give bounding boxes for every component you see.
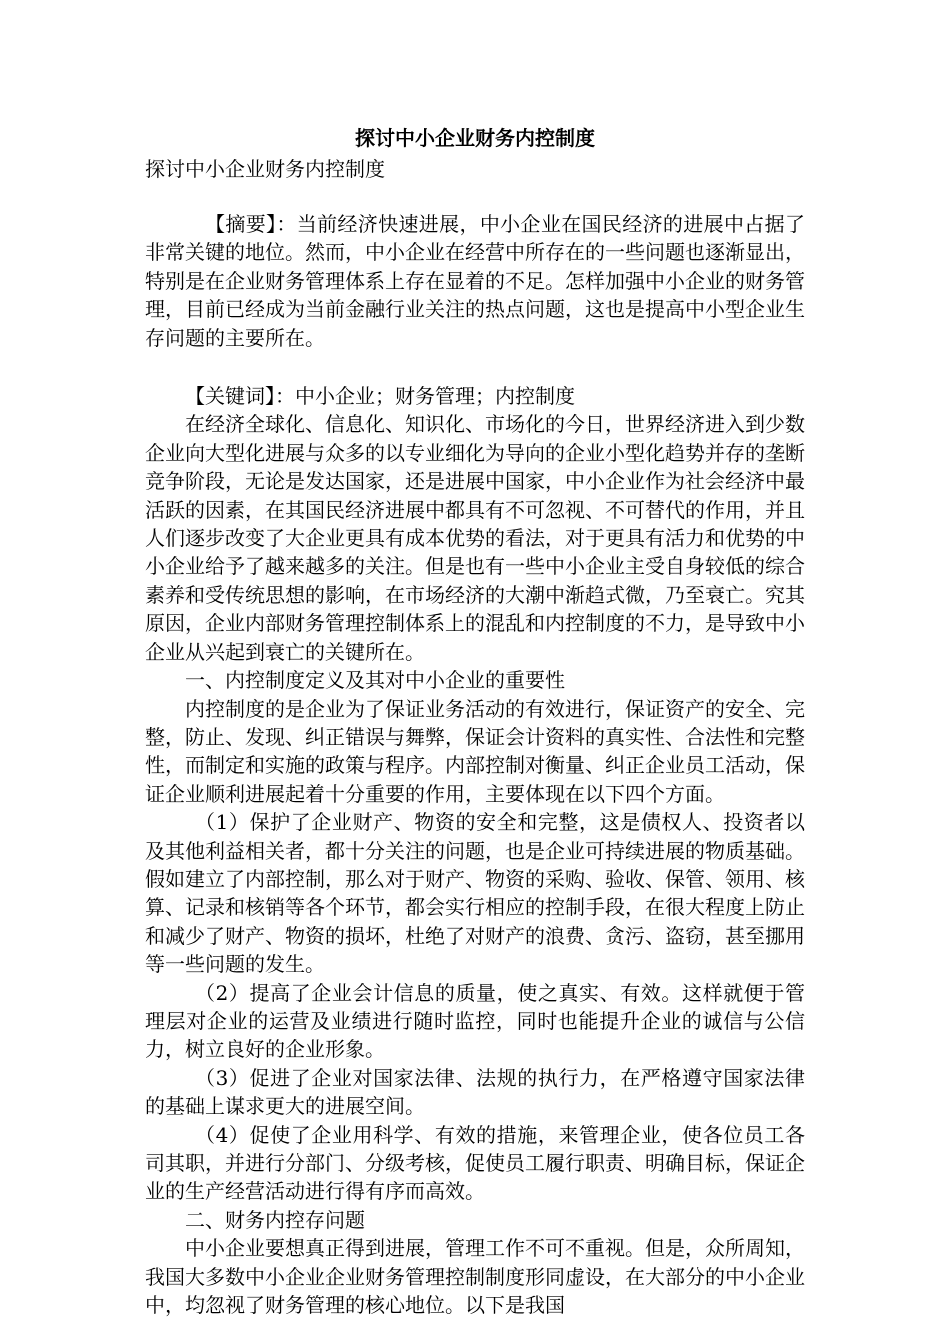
section2-paragraph: 中小企业要想真正得到进展，管理工作不可不重视。但是，众所周知，我国大多数中小企业企业财务管理控制制度形同虚设，在大部分的中小企业中，均忽视了财务管理的核心地位。以下是我国	[145, 1236, 805, 1318]
list-item-2: （2）提高了企业会计信息的质量，使之真实、有效。这样就便于管理层对企业的运营及业绩进行随时监控，同时也能提升企业的诚信与公信力，树立良好的企业形象。	[145, 980, 805, 1062]
document-page	[145, 120, 805, 1319]
abstract-paragraph: 【摘要】：当前经济快速进展，中小企业在国民经济的进展中占据了非常关键的地位。然而，中小企业在经营中所存在的一些问题也逐渐显出，特别是在企业财务管理体系上存在显着的不足。怎样加强中小企业的财务管理，目前已经成为当前金融行业关注的热点问题，这也是提高中小型企业生存问题的主要所在。	[145, 212, 805, 350]
list-item-1: （1）保护了企业财产、物资的安全和完整，这是债权人、投资者以及其他利益相关者，都十分关注的问题，也是企业可持续进展的物质基础。假如建立了内部控制，那么对于财产、物资的采购、验收、保管、领用、核算、记录和核销等各个环节，都会实行相应的控制手段，在很大程度上防止和减少了财产、物资的损坏，杜绝了对财产的浪费、贪污、盗窃，甚至挪用等一些问题的发生。	[145, 810, 805, 977]
document-title: 探讨中小企业财务内控制度	[355, 126, 595, 150]
section1-paragraph: 内控制度的是企业为了保证业务活动的有效进行，保证资产的安全、完整，防止、发现、纠正错误与舞弊，保证会计资料的真实性、合法性和完整性，而制定和实施的政策与程序。内部控制对衡量、纠正企业员工活动，保证企业顺利进展起着十分重要的作用，主要体现在以下四个方面。	[145, 696, 805, 806]
intro-paragraph: 在经济全球化、信息化、知识化、市场化的今日，世界经济进入到少数企业向大型化进展与众多的以专业细化为导向的企业小型化趋势并存的垄断竞争阶段，无论是发达国家，还是进展中国家，中小企业作为社会经济中最活跃的因素，在其国民经济进展中都具有不可忽视、不可替代的作用，并且人们逐步改变了大企业更具有成本优势的看法，对于更具有活力和优势的中小企业给予了越来越多的关注。但是也有一些中小企业主受自身较低的综合素养和受传统思想的影响，在市场经济的大潮中渐趋式微，乃至衰亡。究其原因，企业内部财务管理控制体系上的混乱和内控制度的不力，是导致中小企业从兴起到衰亡的关键所在。	[145, 412, 805, 664]
list-item-4: （4）促使了企业用科学、有效的措施，来管理企业，使各位员工各司其职，并进行分部门、分级考核，促使员工履行职责、明确目标，保证企业的生产经营活动进行得有序而高效。	[145, 1122, 805, 1204]
section2-heading: 二、财务内控存问题	[185, 1207, 365, 1232]
document-subtitle: 探讨中小企业财务内控制度	[145, 157, 385, 181]
section1-heading: 一、内控制度定义及其对中小企业的重要性	[185, 668, 565, 693]
keywords-paragraph: 【关键词】：中小企业；财务管理；内控制度	[185, 384, 575, 409]
list-item-3: （3）促进了企业对国家法律、法规的执行力，在严格遵守国家法律的基础上谋求更大的进展空间。	[145, 1065, 805, 1119]
